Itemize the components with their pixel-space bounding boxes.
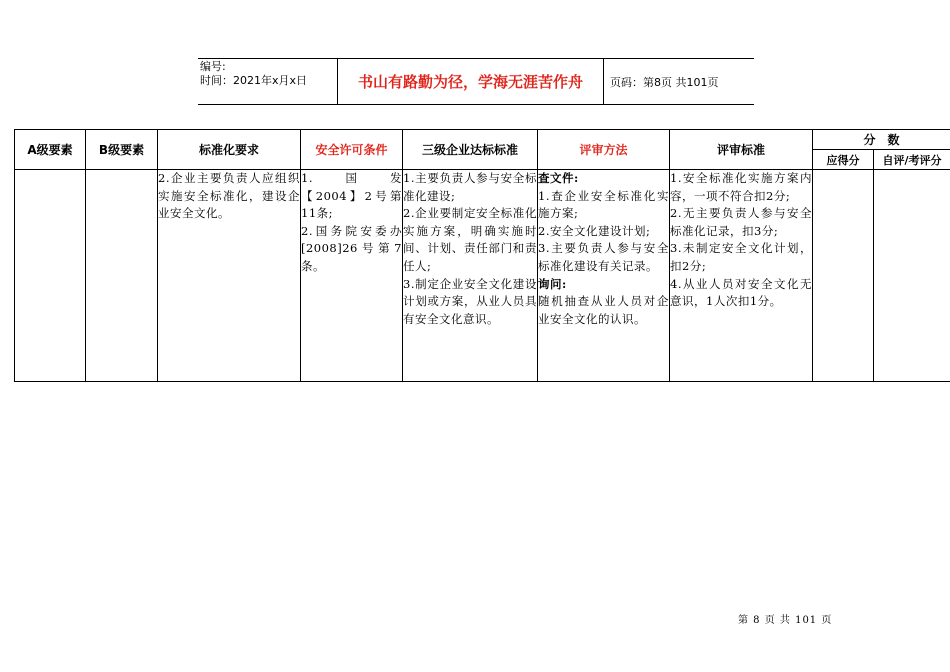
- cell-method: [538, 170, 670, 382]
- table-row: [15, 170, 950, 382]
- cell-self-score: [874, 170, 950, 382]
- document-header: [198, 58, 754, 105]
- col-should-score: 应得分: [813, 150, 874, 170]
- criteria-item: 3.未制定安全文化计划，扣2分;: [670, 241, 812, 273]
- col-b-level: B级要素: [86, 130, 158, 170]
- col-score: 分 数: [813, 130, 950, 150]
- page-footer: 第 8 页 共 101 页: [738, 615, 833, 626]
- method-check-item: 3.主要负责人参与安全标准化建设有关记录。: [538, 241, 669, 273]
- time-label: 时间：2021年x月x日: [200, 74, 308, 87]
- standards-table: [14, 129, 950, 382]
- header-page-info: 页码：第8页 共101页: [610, 75, 719, 89]
- cell-b-level: [86, 170, 158, 382]
- criteria-item: 2.无主要负责人参与安全标准化记录，扣3分;: [670, 206, 812, 238]
- level3-item: 1.主要负责人参与安全标准化建设;: [403, 171, 537, 203]
- permit-item: 1. 国 发【2004】2号第11条;: [301, 171, 402, 221]
- col-standard-req: 标准化要求: [158, 130, 301, 170]
- col-self-score: 自评/考评分: [874, 150, 950, 170]
- level3-item: 3.制定企业安全文化建设计划或方案，从业人员具有安全文化意识。: [403, 276, 537, 326]
- col-method: 评审方法: [538, 130, 670, 170]
- method-ask-heading: 询问:: [538, 276, 567, 291]
- cell-permit: [301, 170, 403, 382]
- cell-criteria: [670, 170, 813, 382]
- method-check-item: 2.安全文化建设计划;: [538, 223, 651, 238]
- cell-should-score: [813, 170, 874, 382]
- cell-level3: [403, 170, 538, 382]
- criteria-item: 1.安全标准化实施方案内容，一项不符合扣2分;: [670, 171, 812, 203]
- header-motto: 书山有路勤为径，学海无涯苦作舟: [338, 59, 604, 104]
- col-criteria: 评审标准: [670, 130, 813, 170]
- header-meta: [198, 59, 338, 104]
- cell-a-level: [15, 170, 86, 382]
- level3-item: 2.企业要制定安全标准化实施方案，明确实施时间、计划、责任部门和责任人;: [403, 206, 537, 273]
- col-a-level: A级要素: [15, 130, 86, 170]
- permit-item: 2.国务院安委办[2008]26号第7条。: [301, 223, 402, 273]
- method-check-item: 1.查企业安全标准化实施方案;: [538, 188, 669, 221]
- method-ask-item: 随机抽查从业人员对企业安全文化的认识。: [538, 294, 669, 326]
- col-permit: 安全许可条件: [301, 130, 403, 170]
- number-label: 编号:: [200, 60, 226, 73]
- method-check-heading: 查文件:: [538, 171, 579, 185]
- cell-standard-req: [158, 170, 301, 382]
- col-level3: 三级企业达标标准: [403, 130, 538, 170]
- criteria-item: 4.从业人员对安全文化无意识，1人次扣1分。: [670, 276, 812, 309]
- standard-req-text: 2.企业主要负责人应组织实施安全标准化，建设企业安全文化。: [158, 171, 300, 221]
